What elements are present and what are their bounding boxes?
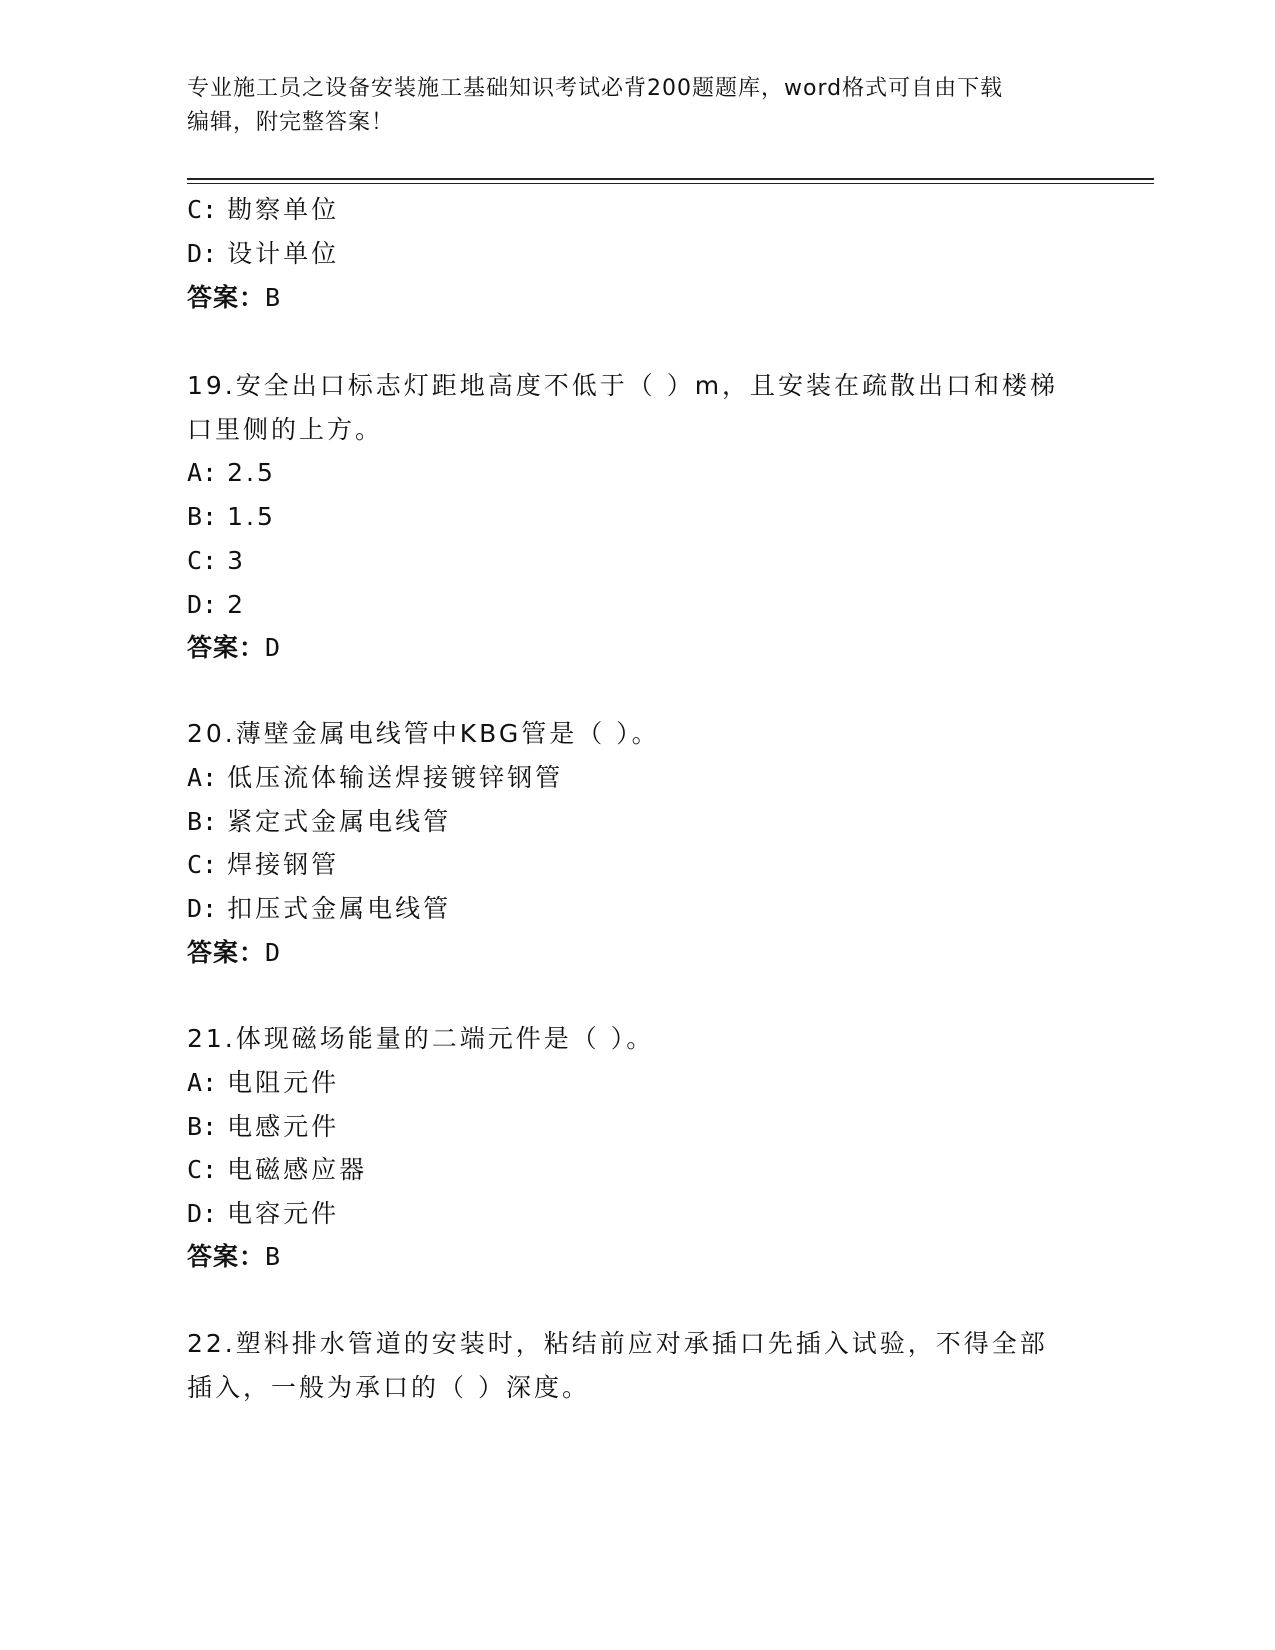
option-text: 焊接钢管 — [227, 850, 340, 879]
option-label: D: — [187, 894, 218, 923]
option-text: 扣压式金属电线管 — [227, 894, 452, 923]
q20-option-d — [187, 894, 451, 924]
answer-label: 答案： — [187, 633, 266, 662]
option-label: C: — [187, 546, 218, 575]
option-label: B: — [187, 502, 218, 531]
header-title-line-2: 编辑，附完整答案！ — [187, 110, 395, 135]
option-label: C: — [187, 195, 218, 224]
option-text: 低压流体输送焊接镀锌钢管 — [227, 763, 564, 792]
option-label: B: — [187, 1112, 218, 1141]
q20-option-a — [187, 763, 563, 793]
answer-value: D — [265, 938, 282, 967]
q19-option-d — [187, 590, 246, 620]
option-label: C: — [187, 850, 218, 879]
q21-option-a — [187, 1068, 339, 1098]
q18-option-d — [187, 239, 339, 269]
option-text: 电容元件 — [227, 1199, 340, 1228]
q21-option-b — [187, 1112, 339, 1142]
q22-stem-line-2: 插入，一般为承口的（ ）深度。 — [187, 1373, 590, 1402]
option-label: A: — [187, 458, 218, 487]
option-label: C: — [187, 1155, 218, 1184]
answer-value: B — [265, 1242, 282, 1271]
header-divider-thick — [187, 178, 1154, 180]
option-label: A: — [187, 763, 218, 792]
answer-label: 答案： — [187, 938, 266, 967]
q19-answer — [187, 633, 281, 663]
q19-stem-line-2: 口里侧的上方。 — [187, 415, 384, 444]
answer-value: B — [265, 283, 282, 312]
q20-option-b — [187, 807, 451, 837]
answer-label: 答案： — [187, 1242, 266, 1271]
option-text: 电阻元件 — [227, 1068, 340, 1097]
q20-option-c — [187, 850, 339, 880]
q21-answer — [187, 1242, 281, 1272]
q19-option-b — [187, 502, 276, 532]
option-label: D: — [187, 590, 218, 619]
option-label: D: — [187, 1199, 218, 1228]
answer-value: D — [265, 633, 282, 662]
q21-option-d — [187, 1199, 339, 1229]
q18-option-c — [187, 195, 339, 225]
option-text: 1.5 — [227, 502, 276, 531]
option-label: A: — [187, 1068, 218, 1097]
document-header — [187, 72, 1067, 140]
option-label: D: — [187, 239, 218, 268]
option-text: 紧定式金属电线管 — [227, 807, 452, 836]
option-text: 勘察单位 — [227, 195, 340, 224]
q21-option-c — [187, 1155, 367, 1185]
q18-answer — [187, 283, 281, 313]
q19-option-a — [187, 458, 276, 488]
q19-stem-line-1: 19.安全出口标志灯距地高度不低于（ ）m，且安装在疏散出口和楼梯 — [187, 371, 1059, 400]
answer-label: 答案： — [187, 283, 266, 312]
q20-stem: 20.薄壁金属电线管中KBG管是（ ）。 — [187, 719, 660, 748]
option-label: B: — [187, 807, 218, 836]
q19-option-c — [187, 546, 246, 576]
option-text: 2 — [227, 590, 247, 619]
q20-answer — [187, 938, 281, 968]
header-title-line-1: 专业施工员之设备安装施工基础知识考试必背200题题库，word格式可自由下载 — [187, 76, 1004, 101]
q21-stem: 21.体现磁场能量的二端元件是（ ）。 — [187, 1024, 655, 1053]
option-text: 3 — [227, 546, 247, 575]
option-text: 电磁感应器 — [227, 1155, 368, 1184]
q22-stem-line-1: 22.塑料排水管道的安装时，粘结前应对承插口先插入试验，不得全部 — [187, 1329, 1048, 1358]
option-text: 电感元件 — [227, 1112, 340, 1141]
option-text: 设计单位 — [227, 239, 340, 268]
option-text: 2.5 — [227, 458, 276, 487]
header-divider-thin — [187, 183, 1154, 184]
